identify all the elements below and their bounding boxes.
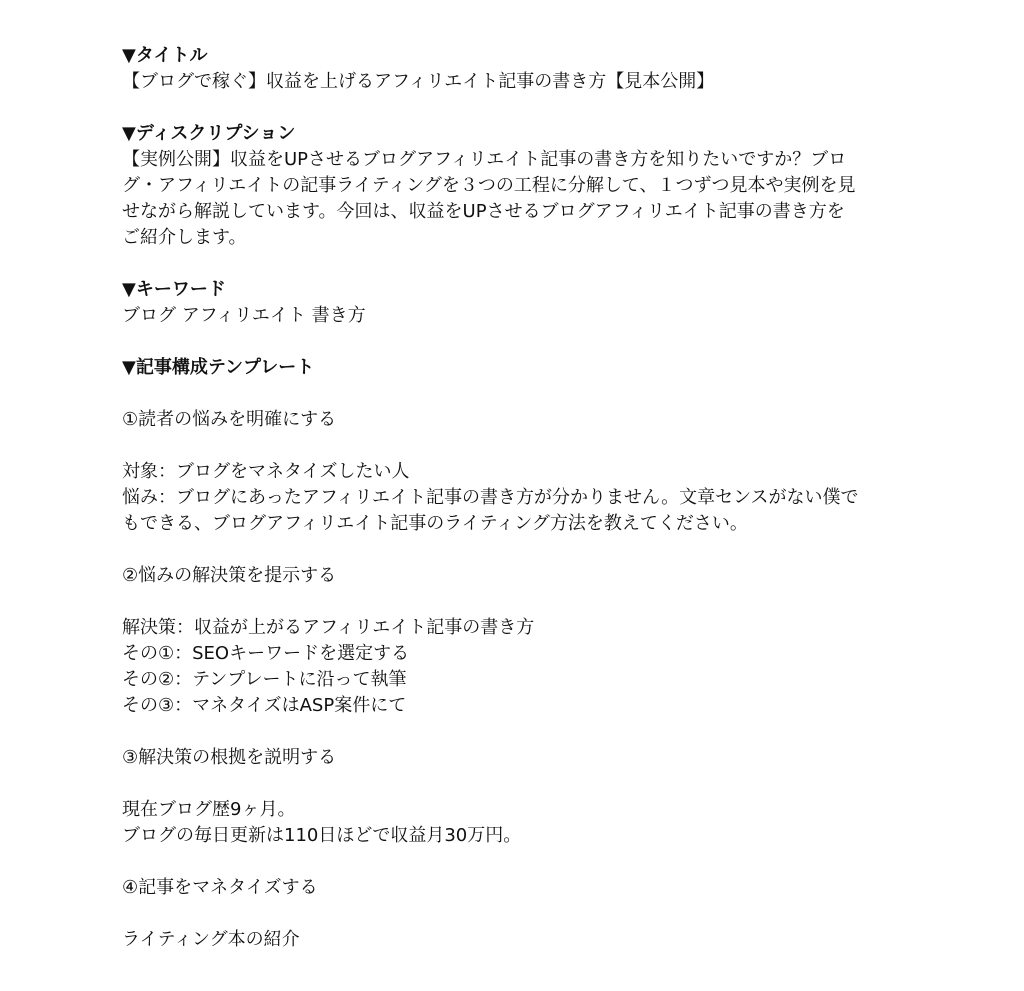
step2-line: その①：SEOキーワードを選定する: [122, 643, 410, 664]
spacer: [122, 537, 912, 563]
template-heading: ▼記事構成テンプレート: [122, 357, 315, 378]
spacer: [122, 329, 912, 355]
description-line: せながら解説しています。今回は、収益をUPさせるブログアフィリエイト記事の書き方を: [122, 201, 845, 222]
document-body: [122, 43, 912, 953]
spacer: [122, 251, 912, 277]
title-text: 【ブログで稼ぐ】収益を上げるアフィリエイト記事の書き方【見本公開】: [122, 71, 715, 92]
description-heading: ▼ディスクリプション: [122, 123, 296, 144]
step2-line: その②：テンプレートに沿って執筆: [122, 669, 407, 690]
keyword-text: ブログ アフィリエイト 書き方: [122, 305, 366, 326]
spacer: [122, 719, 912, 745]
spacer: [122, 849, 912, 875]
spacer: [122, 901, 912, 927]
step4-heading: ④記事をマネタイズする: [122, 877, 318, 898]
step2-line: その③：マネタイズはASP案件にて: [122, 695, 407, 716]
description-line: ご紹介します。: [122, 227, 247, 248]
step3-line: 現在ブログ歴9ヶ月。: [122, 799, 296, 820]
spacer: [122, 771, 912, 797]
description-line: グ・アフィリエイトの記事ライティングを３つの工程に分解して、１つずつ見本や実例を見: [122, 175, 856, 196]
step1-line: もできる、ブログアフィリエイト記事のライティング方法を教えてください。: [122, 513, 748, 534]
step1-heading: ①読者の悩みを明確にする: [122, 409, 337, 430]
step2-line: 解決策：収益が上がるアフィリエイト記事の書き方: [122, 617, 535, 638]
description-line: 【実例公開】収益をUPさせるブログアフィリエイト記事の書き方を知りたいですか？ブロ: [122, 149, 847, 170]
title-heading: ▼タイトル: [122, 45, 208, 66]
keyword-heading: ▼キーワード: [122, 279, 226, 300]
step2-heading: ②悩みの解決策を提示する: [122, 565, 337, 586]
step1-line: 対象：ブログをマネタイズしたい人: [122, 461, 410, 482]
step4-line: ライティング本の紹介: [122, 929, 300, 950]
step1-line: 悩み：ブログにあったアフィリエイト記事の書き方が分かりません。文章センスがない僕で: [122, 487, 859, 508]
step3-line: ブログの毎日更新は110日ほどで収益月30万円。: [122, 825, 522, 846]
step3-heading: ③解決策の根拠を説明する: [122, 747, 337, 768]
spacer: [122, 381, 912, 407]
spacer: [122, 433, 912, 459]
spacer: [122, 95, 912, 121]
spacer: [122, 589, 912, 615]
